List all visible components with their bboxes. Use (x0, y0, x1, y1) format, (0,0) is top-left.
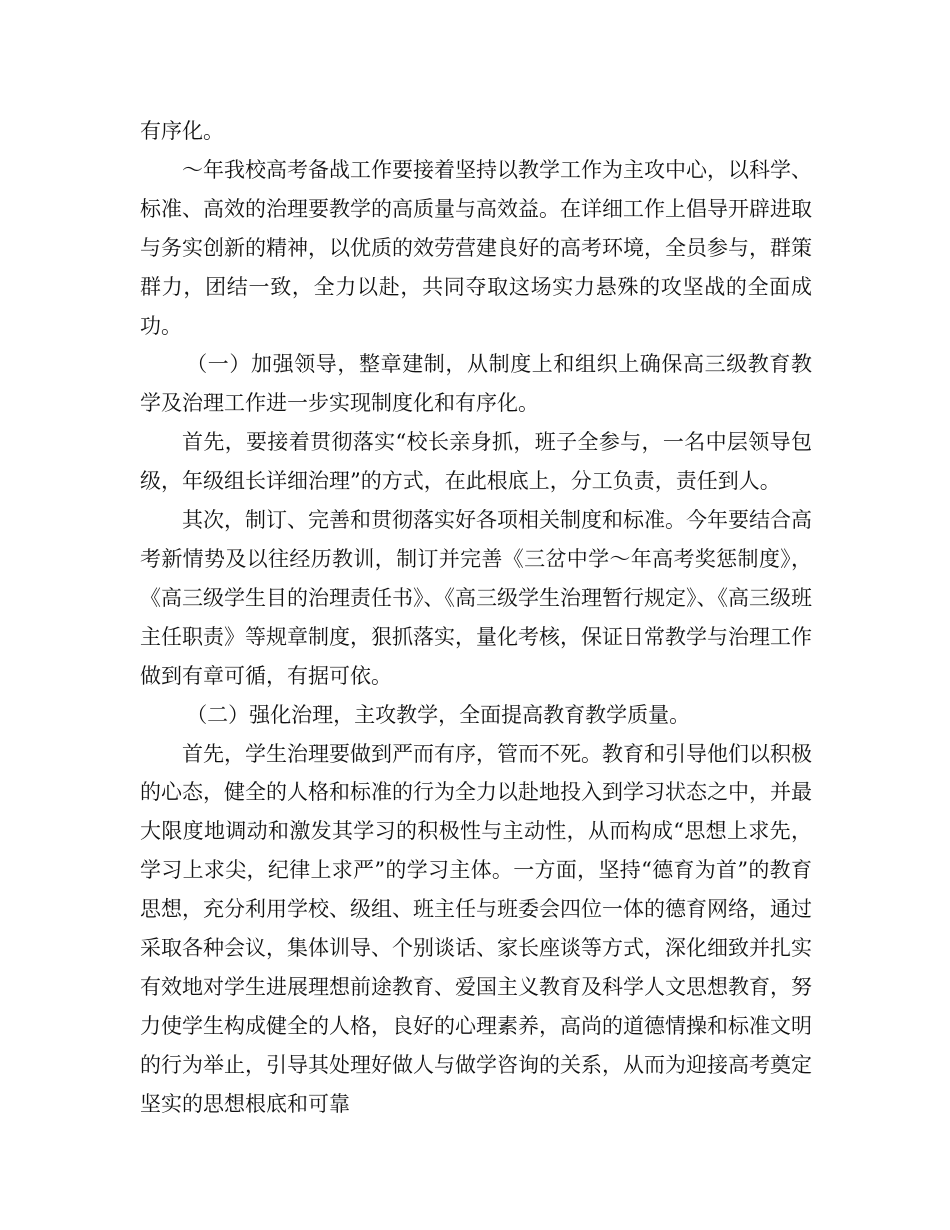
paragraph-first: 首先，要接着贯彻落实“校长亲身抓，班子全参与，一名中层领导包级，年级组长详细治理”的方式，在此根底上，分工负责，责任到人。 (140, 430, 812, 494)
paragraph-overview: ～年我校高考备战工作要接着坚持以教学工作为主攻中心，以科学、标准、高效的治理要教学的高质量与高效益。在详细工作上倡导开辟进取与务实创新的精神，以优质的效劳营建良好的高考环境，全员参与，群策群力，团结一致，全力以赴，共同夺取这场实力悬殊的攻坚战的全面成功。 (140, 157, 812, 338)
paragraph-continuation: 有序化。 (140, 119, 224, 143)
section-heading-2: （二）强化治理，主攻教学，全面提高教育教学质量。 (186, 702, 691, 727)
paragraph-student-management: 首先，学生治理要做到严而有序，管而不死。教育和引导他们以积极的心态，健全的人格和标准的行为全力以赴地投入到学习状态之中，并最大限度地调动和激发其学习的积极性与主动性，从而构成“思想上求先，学习上求尖，纪律上求严”的学习主体。一方面，坚持“德育为首”的教育思想，充分利用学校、级组、班主任与班委会四位一体的德育网络，通过采取各种会议，集体训导、个别谈话、家长座谈等方式，深化细致并扎实有效地对学生进展理想前途教育、爱国主义教育及科学人文思想教育，努力使学生构成健全的人格，良好的心理素养，高尚的道德情操和标准文明的行为举止，引导其处理好做人与做学咨询的关系，从而为迎接高考奠定坚实的思想根底和可靠 (140, 741, 812, 1116)
document-page (140, 112, 812, 1124)
section-heading-1: （一）加强领导，整章建制，从制度上和组织上确保高三级教育教学及治理工作进一步实现制度化和有序化。 (140, 352, 812, 416)
paragraph-second: 其次，制订、完善和贯彻落实好各项相关制度和标准。今年要结合高考新情势及以往经历教训，制订并完善《三岔中学～年高考奖惩制度》，《高三级学生目的治理责任书》、《高三级学生治理暂行规定》、《高三级班主任职责》等规章制度，狠抓落实，量化考核，保证日常教学与治理工作做到有章可循，有据可依。 (140, 508, 812, 688)
